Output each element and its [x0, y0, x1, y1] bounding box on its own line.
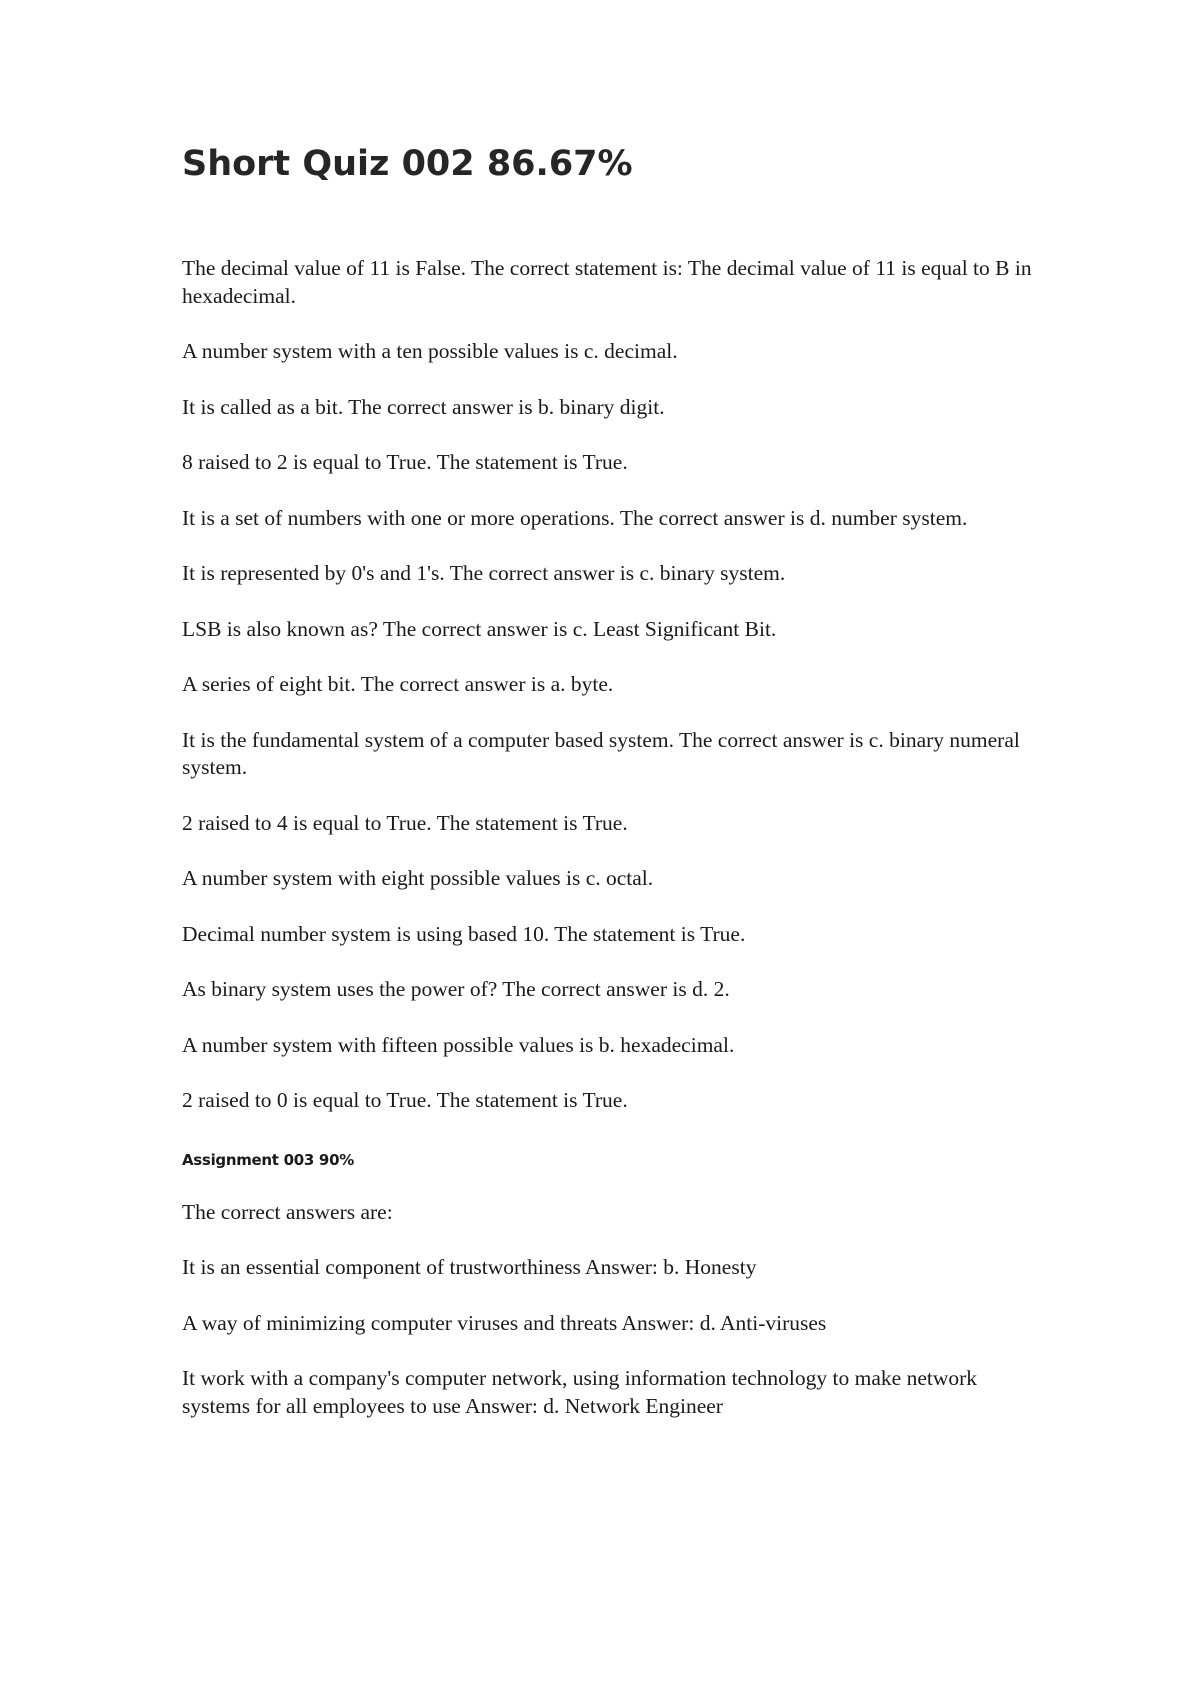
- quiz-item-11: A number system with eight possible values is c. octal.: [182, 866, 654, 890]
- quiz-item-9: It is the fundamental system of a computer based system. The correct answer is c. binary numeral system.: [182, 727, 1020, 779]
- quiz-item-8: A series of eight bit. The correct answer is a. byte.: [182, 672, 614, 696]
- document-content: [182, 141, 1042, 1448]
- assignment-heading: Assignment 003 90%: [182, 1150, 354, 1169]
- assignment-answers: [182, 1199, 1042, 1421]
- assignment-item-1: It is an essential component of trustworthiness Answer: b. Honesty: [182, 1255, 757, 1279]
- quiz-item-14: A number system with fifteen possible values is b. hexadecimal.: [182, 1032, 735, 1057]
- quiz-item-13: As binary system uses the power of? The correct answer is d. 2.: [182, 977, 730, 1001]
- quiz-title: Short Quiz 002 86.67%: [182, 144, 633, 184]
- quiz-item-2: A number system with a ten possible values is c. decimal.: [182, 339, 678, 363]
- quiz-item-10: 2 raised to 4 is equal to True. The statement is True.: [182, 810, 628, 835]
- assignment-intro: The correct answers are:: [182, 1199, 393, 1224]
- quiz-item-1: The decimal value of 11 is False. The correct statement is: The decimal value of 11 is equal to B in hexadecimal.: [182, 256, 1032, 308]
- quiz-item-5: It is a set of numbers with one or more operations. The correct answer is d. number system.: [182, 505, 968, 530]
- assignment-item-2: A way of minimizing computer viruses and threats Answer: d. Anti-viruses: [182, 1310, 827, 1335]
- quiz-item-4: 8 raised to 2 is equal to True. The statement is True.: [182, 450, 628, 474]
- quiz-item-15: 2 raised to 0 is equal to True. The statement is True.: [182, 1088, 628, 1112]
- quiz-item-12: Decimal number system is using based 10. The statement is True.: [182, 921, 746, 946]
- quiz-answers: [182, 255, 1042, 1115]
- quiz-item-6: It is represented by 0's and 1's. The correct answer is c. binary system.: [182, 561, 786, 585]
- quiz-item-7: LSB is also known as? The correct answer is c. Least Significant Bit.: [182, 616, 777, 641]
- assignment-item-3: It work with a company's computer network, using information technology to make network systems for all employees to use Answer: d. Network Engineer: [182, 1366, 978, 1418]
- quiz-item-3: It is called as a bit. The correct answer is b. binary digit.: [182, 394, 665, 419]
